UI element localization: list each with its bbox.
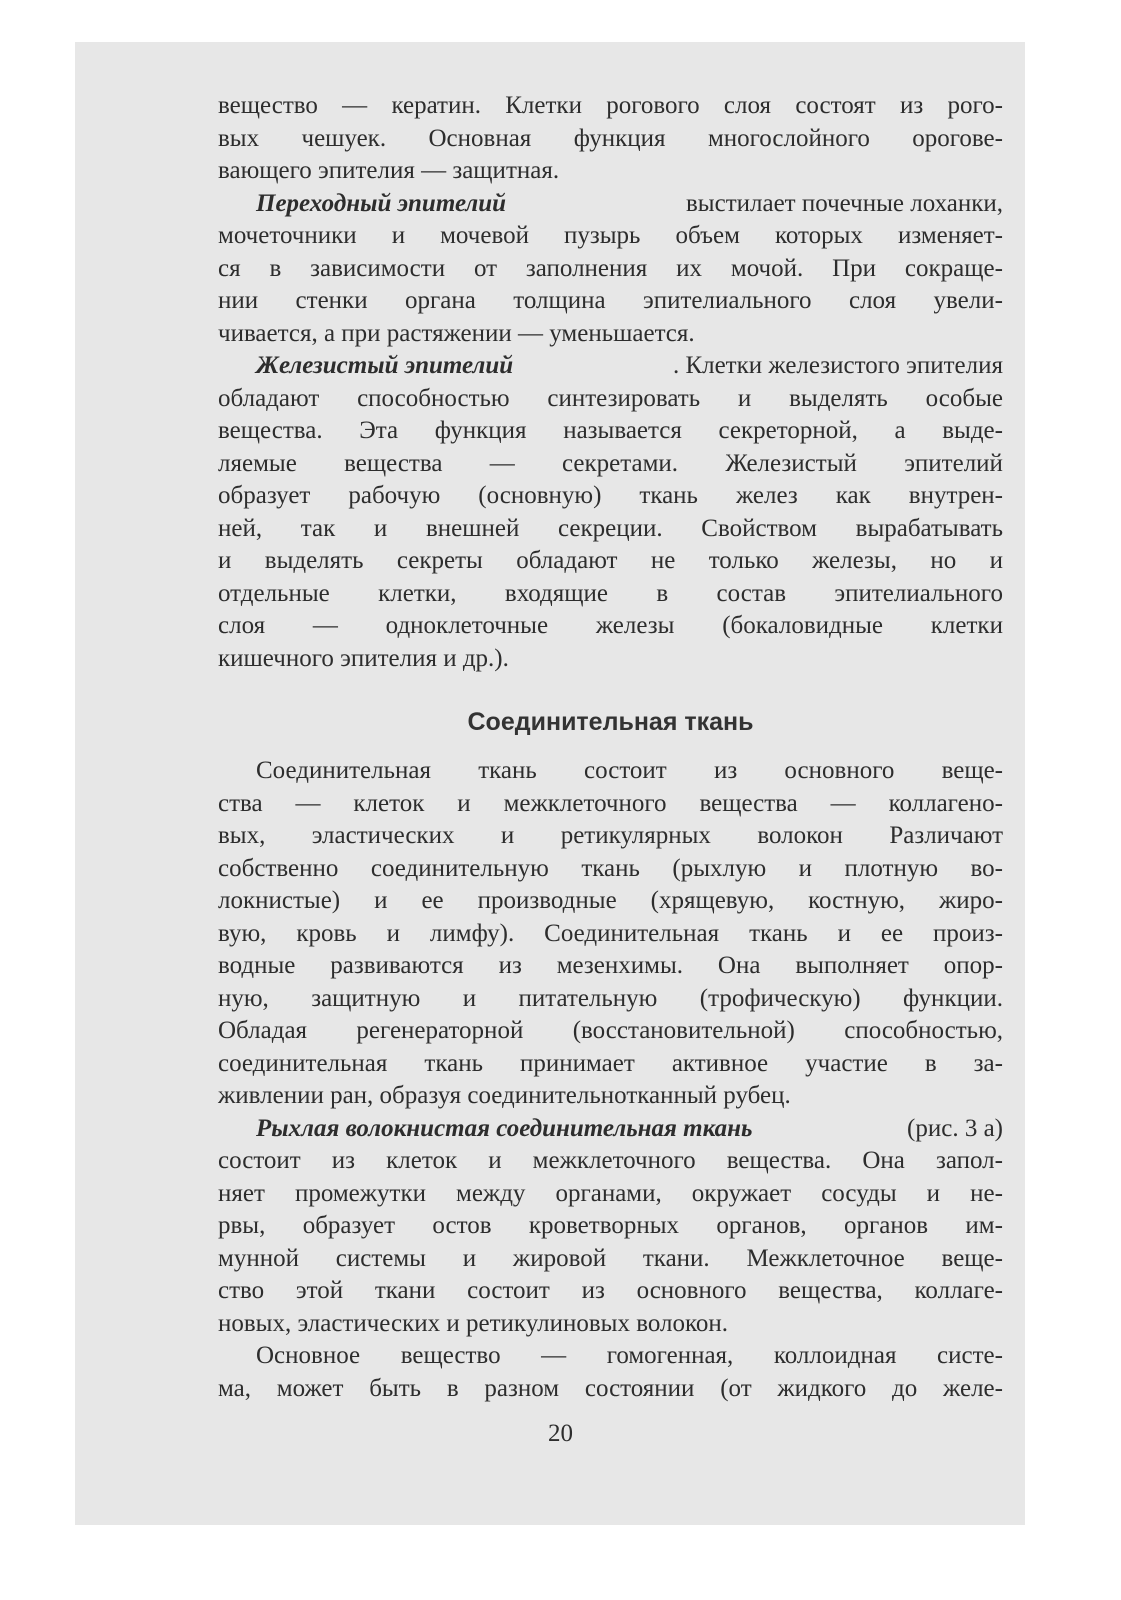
line-text: ства — клеток и межклеточного вещества — коллагено- — [218, 789, 1003, 817]
section-heading: Соединительная ткань — [467, 708, 754, 736]
paragraph — [218, 755, 1003, 1113]
text-line — [218, 90, 1003, 123]
line-text: вещества. Эта функция называется секреторной, а выде- — [218, 417, 1003, 444]
line-text: ство этой ткани состоит из основного вещества, коллаге- — [218, 1277, 1003, 1304]
line-text: собственно соединительную ткань (рыхлую и плотную во- — [218, 854, 1003, 882]
text-line — [218, 1243, 1003, 1276]
line-text: состоит из клеток и межклеточного вещества. Она запол- — [218, 1147, 1003, 1174]
line-text: соединительная ткань принимает активное участие в за- — [218, 1049, 1003, 1077]
page-content — [218, 90, 1003, 1405]
line-text: Соединительная ткань состоит из основного веще- — [256, 757, 1003, 784]
paragraph — [218, 350, 1003, 675]
line-text: ма, может быть в разном состоянии (от жидкого до желе- — [218, 1374, 1003, 1402]
text-line — [218, 1080, 1003, 1113]
text-line — [218, 610, 1003, 643]
text-line — [218, 1178, 1003, 1211]
text-line — [218, 415, 1003, 448]
paragraph — [218, 188, 1003, 351]
text-line — [218, 383, 1003, 416]
line-text: ся в зависимости от заполнения их мочой. При сокраще- — [218, 254, 1003, 282]
line-text: вещество — кератин. Клетки рогового слоя состоят из рого- — [218, 92, 1003, 119]
text-line — [218, 448, 1003, 481]
text-line — [218, 788, 1003, 821]
paragraph — [218, 90, 1003, 188]
text-line — [218, 350, 1003, 383]
line-text: Обладая регенераторной (восстановительной) способностью, — [218, 1017, 1003, 1044]
text-line — [218, 1373, 1003, 1406]
line-text: обладают способностью синтезировать и выделять особые — [218, 384, 1003, 412]
text-line — [218, 220, 1003, 253]
text-line — [218, 285, 1003, 318]
line-text: ней, так и внешней секреции. Свойством вырабатывать — [218, 514, 1003, 542]
text-line — [218, 513, 1003, 546]
line-text: кишечного эпителия и др.). — [218, 644, 509, 672]
line-text: вых, эластических и ретикулярных волокон Различают — [218, 822, 1003, 849]
text-line — [218, 480, 1003, 513]
line-text: (рис. 3 а) — [900, 1114, 1003, 1142]
text-line — [218, 1113, 1003, 1146]
text-line — [218, 155, 1003, 188]
line-text: нии стенки органа толщина эпителиального слоя увели- — [218, 287, 1003, 314]
text-line — [218, 318, 1003, 351]
connective-tissue-section — [218, 755, 1003, 1405]
line-text: выстилает почечные лоханки, — [679, 189, 1003, 217]
term-highlight: Переходный эпителий — [256, 189, 507, 217]
text-line — [218, 643, 1003, 676]
line-text: няет промежутки между органами, окружает сосуды и не- — [218, 1179, 1003, 1207]
text-line — [218, 983, 1003, 1016]
line-text: слоя — одноклеточные железы (бокаловидные клетки — [218, 612, 1003, 639]
text-line — [218, 188, 1003, 221]
line-text: отдельные клетки, входящие в состав эпителиального — [218, 579, 1003, 607]
text-line — [218, 1210, 1003, 1243]
text-line — [218, 950, 1003, 983]
text-line — [218, 1308, 1003, 1341]
line-text: мочеточники и мочевой пузырь объем которых изменяет- — [218, 222, 1003, 249]
text-line — [218, 1340, 1003, 1373]
line-text: . Клетки железистого эпителия — [672, 352, 1003, 379]
book-page — [75, 42, 1025, 1525]
epithelium-section — [218, 90, 1003, 675]
text-line — [218, 1048, 1003, 1081]
line-text: вую, кровь и лимфу). Соединительная ткань и ее произ- — [218, 919, 1003, 947]
text-line — [218, 1275, 1003, 1308]
text-line — [218, 885, 1003, 918]
text-line — [218, 755, 1003, 788]
text-line — [218, 578, 1003, 611]
text-line — [218, 918, 1003, 951]
line-text: ляемые вещества — секретами. Железистый эпителий — [218, 449, 1003, 477]
paragraph — [218, 1113, 1003, 1341]
text-line — [218, 853, 1003, 886]
text-line — [218, 820, 1003, 853]
text-line — [218, 545, 1003, 578]
term-highlight: Рыхлая волокнистая соединительная ткань — [256, 1114, 753, 1142]
term-highlight: Железистый эпителий — [256, 352, 514, 379]
line-text: мунной системы и жировой ткани. Межклеточное веще- — [218, 1244, 1003, 1272]
line-text: чивается, а при растяжении — уменьшается. — [218, 319, 695, 347]
text-line — [218, 123, 1003, 156]
line-text: и выделять секреты обладают не только железы, но и — [218, 547, 1003, 574]
line-text: локнистые) и ее производные (хрящевую, костную, жиро- — [218, 887, 1003, 914]
line-text: рвы, образует остов кроветворных органов, органов им- — [218, 1212, 1003, 1239]
page-number: 20 — [548, 1420, 573, 1447]
line-text: новых, эластических и ретикулиновых волокон. — [218, 1309, 728, 1337]
line-text: вых чешуек. Основная функция многослойного орогове- — [218, 124, 1003, 152]
line-text: живлении ран, образуя соединительнотканный рубец. — [218, 1082, 791, 1109]
text-line — [218, 253, 1003, 286]
line-text: водные развиваются из мезенхимы. Она выполняет опор- — [218, 952, 1003, 979]
line-text: ную, защитную и питательную (трофическую) функции. — [218, 984, 1003, 1012]
line-text: Основное вещество — гомогенная, коллоидная систе- — [256, 1342, 1003, 1369]
paragraph — [218, 1340, 1003, 1405]
line-text: вающего эпителия — защитная. — [218, 157, 560, 184]
text-line — [218, 1015, 1003, 1048]
text-line — [218, 1145, 1003, 1178]
line-text: образует рабочую (основную) ткань желез как внутрен- — [218, 482, 1003, 509]
